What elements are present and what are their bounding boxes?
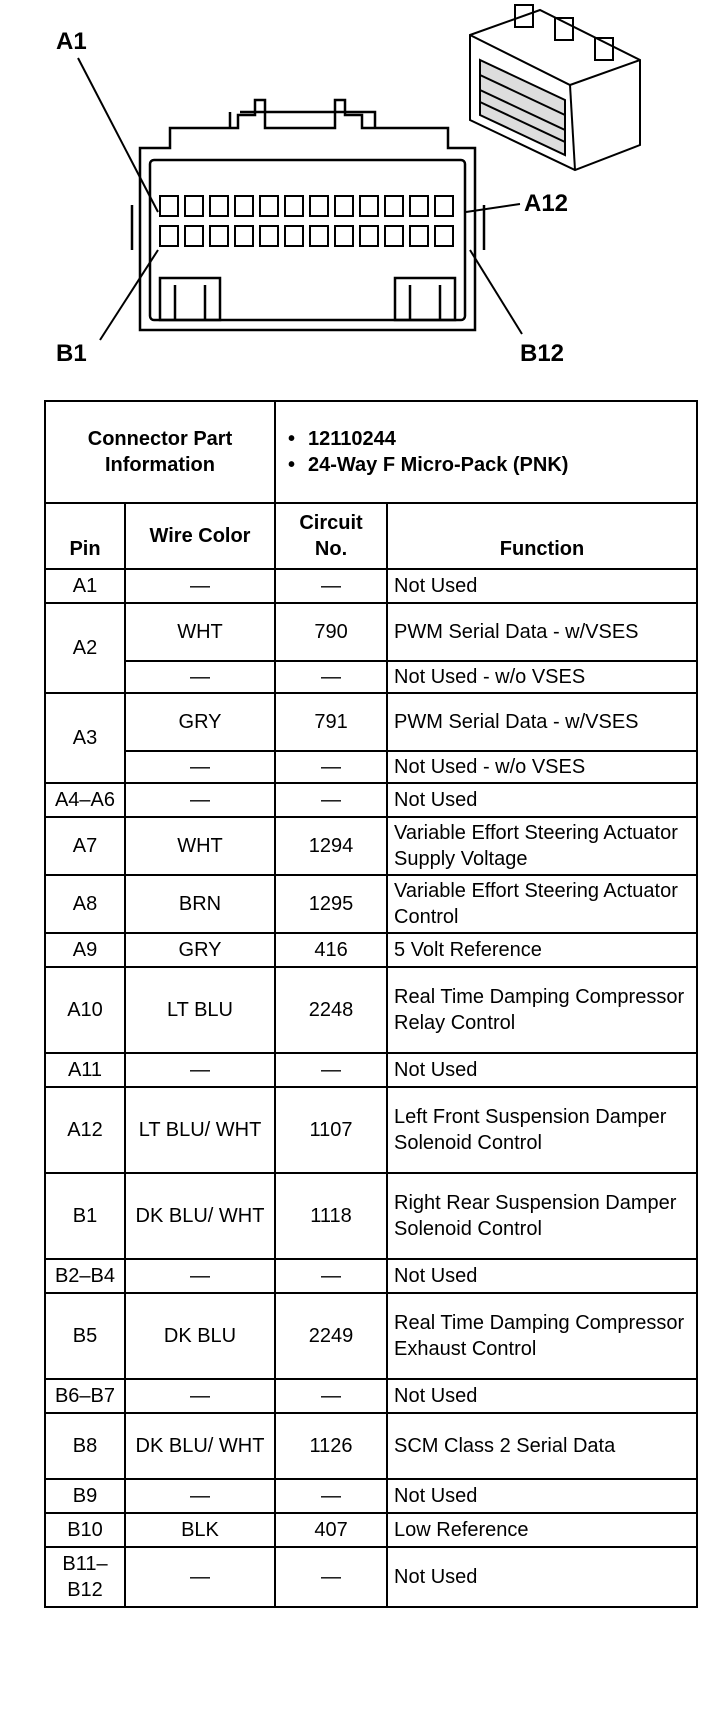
pin-cell: A9 xyxy=(45,933,125,967)
table-row xyxy=(45,1259,697,1293)
function-cell: Not Used xyxy=(387,1547,697,1607)
pin-cell: B5 xyxy=(45,1293,125,1379)
header-wire-color: Wire Color xyxy=(125,503,275,569)
table-row xyxy=(45,1379,697,1413)
table-row xyxy=(45,967,697,1053)
function-cell: PWM Serial Data - w/VSES xyxy=(387,693,697,751)
pin-cavity-b11 xyxy=(410,226,428,246)
pin-cavity-a4 xyxy=(235,196,253,216)
pin-cavity-b12 xyxy=(435,226,453,246)
table-row xyxy=(45,1413,697,1479)
connector-pinout-table xyxy=(44,400,698,1608)
circuit-cell: — xyxy=(275,1479,387,1513)
table-row xyxy=(45,783,697,817)
pin-label-a12: A12 xyxy=(524,190,569,217)
pin-cavity-a3 xyxy=(210,196,228,216)
pin-cavity-b1 xyxy=(160,226,178,246)
header-row xyxy=(45,503,697,569)
circuit-cell: 1107 xyxy=(275,1087,387,1173)
wire-color-cell: — xyxy=(125,1379,275,1413)
wire-color-cell: GRY xyxy=(125,933,275,967)
connector-part-information-label: Connector Part Information xyxy=(45,401,275,503)
pin-cell: A1 xyxy=(45,569,125,603)
pin-cell: A8 xyxy=(45,875,125,933)
wire-color-cell: — xyxy=(125,1547,275,1607)
pin-cell: A11 xyxy=(45,1053,125,1087)
pin-cavity-a7 xyxy=(310,196,328,216)
table-row xyxy=(45,1293,697,1379)
pin-cell: B11–B12 xyxy=(45,1547,125,1607)
circuit-cell: — xyxy=(275,1379,387,1413)
pin-cavity-b10 xyxy=(385,226,403,246)
table-row xyxy=(45,569,697,603)
table-row xyxy=(45,751,697,783)
function-cell: Not Used xyxy=(387,1479,697,1513)
pin-cavity-b9 xyxy=(360,226,378,246)
pin-cell: B10 xyxy=(45,1513,125,1547)
pin-label-b1: B1 xyxy=(56,340,87,367)
circuit-cell: 791 xyxy=(275,693,387,751)
circuit-cell: — xyxy=(275,1259,387,1293)
function-cell: Real Time Damping Compressor Relay Control xyxy=(387,967,697,1053)
pin-label-b12: B12 xyxy=(520,340,565,367)
circuit-cell: 416 xyxy=(275,933,387,967)
table-row xyxy=(45,875,697,933)
wire-color-cell: WHT xyxy=(125,603,275,661)
table-row xyxy=(45,1053,697,1087)
function-cell: Not Used - w/o VSES xyxy=(387,661,697,693)
header-function: Function xyxy=(387,503,697,569)
pin-cavity-b5 xyxy=(260,226,278,246)
pin-cavity-a6 xyxy=(285,196,303,216)
wire-color-cell: BRN xyxy=(125,875,275,933)
function-cell: Not Used xyxy=(387,1379,697,1413)
connector-diagram xyxy=(0,0,704,380)
table-row xyxy=(45,1173,697,1259)
table-row xyxy=(45,817,697,875)
table-row xyxy=(45,693,697,751)
function-cell: Not Used xyxy=(387,569,697,603)
table-row xyxy=(45,603,697,661)
circuit-cell: — xyxy=(275,1053,387,1087)
table-row xyxy=(45,1087,697,1173)
wire-color-cell: BLK xyxy=(125,1513,275,1547)
wire-color-cell: LT BLU/ WHT xyxy=(125,1087,275,1173)
function-cell: Low Reference xyxy=(387,1513,697,1547)
function-cell: SCM Class 2 Serial Data xyxy=(387,1413,697,1479)
pin-cell: A12 xyxy=(45,1087,125,1173)
table-row xyxy=(45,661,697,693)
circuit-cell: 1295 xyxy=(275,875,387,933)
pin-cavity-b6 xyxy=(285,226,303,246)
pin-cavity-a1 xyxy=(160,196,178,216)
pin-cavity-b7 xyxy=(310,226,328,246)
circuit-cell: 2249 xyxy=(275,1293,387,1379)
circuit-cell: — xyxy=(275,569,387,603)
function-cell: Variable Effort Steering Actuator Control xyxy=(387,875,697,933)
function-cell: Not Used xyxy=(387,1053,697,1087)
pin-cell: B2–B4 xyxy=(45,1259,125,1293)
circuit-cell: — xyxy=(275,783,387,817)
function-cell: Right Rear Suspension Damper Solenoid Control xyxy=(387,1173,697,1259)
table-row xyxy=(45,1513,697,1547)
pin-cavity-a12 xyxy=(435,196,453,216)
function-cell: Not Used xyxy=(387,1259,697,1293)
pin-cell: A2 xyxy=(45,603,125,693)
table-row xyxy=(45,1479,697,1513)
connector-part-information-value xyxy=(275,401,697,503)
pin-cavity-a9 xyxy=(360,196,378,216)
function-cell: 5 Volt Reference xyxy=(387,933,697,967)
header-circuit-no: Circuit No. xyxy=(275,503,387,569)
pin-cavity-a8 xyxy=(335,196,353,216)
wire-color-cell: DK BLU/ WHT xyxy=(125,1413,275,1479)
wire-color-cell: DK BLU xyxy=(125,1293,275,1379)
circuit-cell: 1126 xyxy=(275,1413,387,1479)
pin-label-a1: A1 xyxy=(56,28,87,55)
pin-cell: A3 xyxy=(45,693,125,783)
circuit-cell: 2248 xyxy=(275,967,387,1053)
circuit-cell: 1118 xyxy=(275,1173,387,1259)
pin-cell: B8 xyxy=(45,1413,125,1479)
circuit-cell: — xyxy=(275,1547,387,1607)
part-number: • 12110244 xyxy=(282,426,690,452)
wire-color-cell: — xyxy=(125,1479,275,1513)
wire-color-cell: — xyxy=(125,569,275,603)
pin-cell: A10 xyxy=(45,967,125,1053)
circuit-cell: 407 xyxy=(275,1513,387,1547)
table-row xyxy=(45,933,697,967)
table-row xyxy=(45,1547,697,1607)
pin-cavity-a2 xyxy=(185,196,203,216)
function-cell: Real Time Damping Compressor Exhaust Control xyxy=(387,1293,697,1379)
wire-color-cell: — xyxy=(125,783,275,817)
pin-cell: A7 xyxy=(45,817,125,875)
info-row xyxy=(45,401,697,503)
circuit-cell: — xyxy=(275,751,387,783)
function-cell: Not Used - w/o VSES xyxy=(387,751,697,783)
connector-3d-view-icon xyxy=(470,5,640,170)
function-cell: Not Used xyxy=(387,783,697,817)
pin-cavity-b3 xyxy=(210,226,228,246)
function-cell: Variable Effort Steering Actuator Supply Voltage xyxy=(387,817,697,875)
pin-cell: B1 xyxy=(45,1173,125,1259)
connector-description: • 24-Way F Micro-Pack (PNK) xyxy=(282,452,690,478)
circuit-cell: 790 xyxy=(275,603,387,661)
pin-cavity-a11 xyxy=(410,196,428,216)
wire-color-cell: — xyxy=(125,1053,275,1087)
function-cell: Left Front Suspension Damper Solenoid Control xyxy=(387,1087,697,1173)
pin-cell: A4–A6 xyxy=(45,783,125,817)
pin-cavity-a5 xyxy=(260,196,278,216)
pin-cavity-b2 xyxy=(185,226,203,246)
circuit-cell: — xyxy=(275,661,387,693)
pin-cavity-a10 xyxy=(385,196,403,216)
wire-color-cell: LT BLU xyxy=(125,967,275,1053)
circuit-cell: 1294 xyxy=(275,817,387,875)
pin-cell: B9 xyxy=(45,1479,125,1513)
wire-color-cell: — xyxy=(125,661,275,693)
wire-color-cell: — xyxy=(125,751,275,783)
pin-cavity-b4 xyxy=(235,226,253,246)
pin-cavity-b8 xyxy=(335,226,353,246)
header-pin: Pin xyxy=(45,503,125,569)
wire-color-cell: — xyxy=(125,1259,275,1293)
wire-color-cell: WHT xyxy=(125,817,275,875)
function-cell: PWM Serial Data - w/VSES xyxy=(387,603,697,661)
wire-color-cell: DK BLU/ WHT xyxy=(125,1173,275,1259)
wire-color-cell: GRY xyxy=(125,693,275,751)
pin-cell: B6–B7 xyxy=(45,1379,125,1413)
pin-cavities xyxy=(160,196,453,246)
